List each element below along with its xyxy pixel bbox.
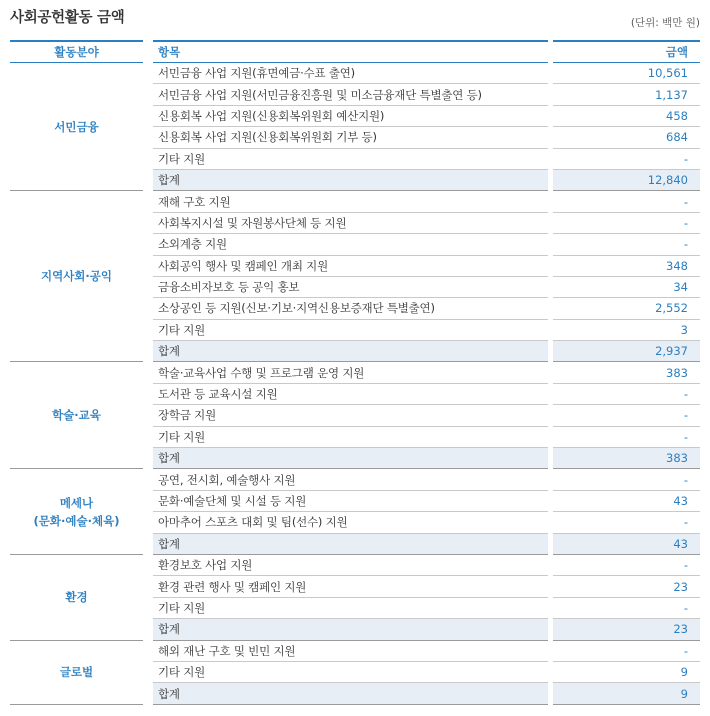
category-cell: 메세나 (문화·예술·체육): [10, 469, 143, 555]
amount-cell: 34: [553, 277, 700, 298]
amount-cell: -: [553, 213, 700, 234]
header-category: 활동분야: [10, 40, 143, 63]
item-cell: 장학금 지원: [153, 405, 548, 426]
amount-cell: -: [553, 427, 700, 448]
item-cell: 아마추어 스포츠 대회 및 팀(선수) 지원: [153, 512, 548, 533]
unit-label: (단위: 백만 원): [630, 17, 700, 29]
amount-cell: 348: [553, 256, 700, 277]
item-cell: 서민금융 사업 지원(서민금융진흥원 및 미소금융재단 특별출연 등): [153, 84, 548, 105]
amount-cell: -: [553, 469, 700, 490]
amount-cell: -: [553, 555, 700, 576]
total-amount: 2,937: [553, 341, 700, 362]
amount-cell: -: [553, 191, 700, 212]
total-label: 합계: [153, 619, 548, 640]
table-row: [10, 641, 700, 662]
item-cell: 금융소비자보호 등 공익 홍보: [153, 277, 548, 298]
table-row: [10, 362, 700, 383]
item-cell: 환경보호 사업 지원: [153, 555, 548, 576]
category-cell: 글로벌: [10, 641, 143, 705]
item-cell: 환경 관련 행사 및 캠페인 지원: [153, 576, 548, 597]
table-row: [10, 555, 700, 576]
amount-cell: 1,137: [553, 84, 700, 105]
category-cell: 환경: [10, 555, 143, 641]
item-cell: 사회복지시설 및 자원봉사단체 등 지원: [153, 213, 548, 234]
total-amount: 43: [553, 534, 700, 555]
item-cell: 공연, 전시회, 예술행사 지원: [153, 469, 548, 490]
total-amount: 9: [553, 683, 700, 704]
item-cell: 문화·예술단체 및 시설 등 지원: [153, 491, 548, 512]
amount-cell: 383: [553, 362, 700, 383]
amount-cell: 684: [553, 127, 700, 148]
total-label: 합계: [153, 341, 548, 362]
amount-cell: -: [553, 149, 700, 170]
category-cell: 학술·교육: [10, 362, 143, 469]
amount-cell: 9: [553, 662, 700, 683]
contribution-table: [10, 40, 700, 705]
amount-cell: -: [553, 512, 700, 533]
amount-cell: 43: [553, 491, 700, 512]
table-row: [10, 469, 700, 490]
item-cell: 신용회복 사업 지원(신용회복위원회 기부 등): [153, 127, 548, 148]
amount-cell: 2,552: [553, 298, 700, 319]
total-amount: 383: [553, 448, 700, 469]
total-amount: 23: [553, 619, 700, 640]
category-cell: 서민금융: [10, 63, 143, 191]
item-cell: 기타 지원: [153, 662, 548, 683]
item-cell: 소상공인 등 지원(신보·기보·지역신용보증재단 특별출연): [153, 298, 548, 319]
amount-cell: 10,561: [553, 63, 700, 84]
table-row: [10, 191, 700, 212]
amount-cell: 23: [553, 576, 700, 597]
item-cell: 신용회복 사업 지원(신용회복위원회 예산지원): [153, 106, 548, 127]
amount-cell: -: [553, 641, 700, 662]
item-cell: 기타 지원: [153, 149, 548, 170]
item-cell: 기타 지원: [153, 427, 548, 448]
amount-cell: -: [553, 384, 700, 405]
item-cell: 도서관 등 교육시설 지원: [153, 384, 548, 405]
item-cell: 재해 구호 지원: [153, 191, 548, 212]
item-cell: 소외계층 지원: [153, 234, 548, 255]
table-header-row: [10, 40, 700, 63]
total-label: 합계: [153, 170, 548, 191]
total-label: 합계: [153, 683, 548, 704]
item-cell: 해외 재난 구호 및 빈민 지원: [153, 641, 548, 662]
table-body: [10, 63, 700, 705]
header-amount: 금액: [553, 40, 700, 63]
page-title: 사회공헌활동 금액: [10, 10, 125, 26]
category-cell: 지역사회·공익: [10, 191, 143, 362]
item-cell: 사회공익 행사 및 캠페인 개최 지원: [153, 256, 548, 277]
amount-cell: -: [553, 598, 700, 619]
amount-cell: -: [553, 405, 700, 426]
item-cell: 서민금융 사업 지원(휴면예금·수표 출연): [153, 63, 548, 84]
header-item: 항목: [153, 40, 548, 63]
item-cell: 기타 지원: [153, 598, 548, 619]
total-label: 합계: [153, 448, 548, 469]
item-cell: 학술·교육사업 수행 및 프로그램 운영 지원: [153, 362, 548, 383]
total-amount: 12,840: [553, 170, 700, 191]
amount-cell: 458: [553, 106, 700, 127]
amount-cell: -: [553, 234, 700, 255]
total-label: 합계: [153, 534, 548, 555]
table-row: [10, 63, 700, 84]
item-cell: 기타 지원: [153, 320, 548, 341]
amount-cell: 3: [553, 320, 700, 341]
